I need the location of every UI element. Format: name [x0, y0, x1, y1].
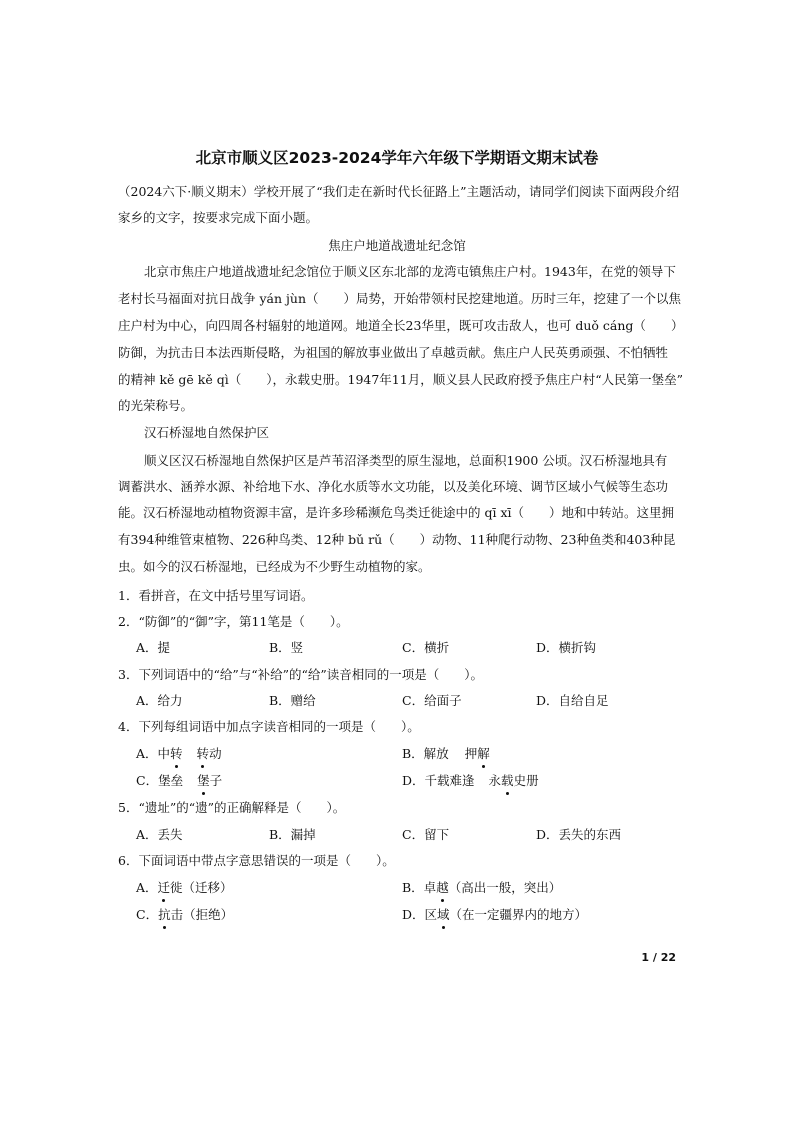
option-text: （高出一般，突出）: [448, 880, 562, 895]
q3-option-c[interactable]: C．给面子: [402, 693, 462, 708]
option-text: 垒: [170, 773, 184, 788]
q4-option-d[interactable]: [402, 771, 539, 789]
q4-option-c[interactable]: [136, 771, 222, 789]
q2-option-a[interactable]: A．提: [136, 640, 171, 655]
page-title: 北京市顺义区2023-2024学年六年级下学期语文期末试卷: [195, 149, 599, 167]
q3-option-d[interactable]: D．自给自足: [536, 693, 609, 708]
dotted-char: 载: [501, 773, 514, 788]
option-text: （在一定疆界内的地方）: [449, 907, 588, 922]
q4-option-a[interactable]: [136, 744, 222, 762]
q6-option-c[interactable]: [136, 905, 233, 923]
q4-option-b[interactable]: [402, 744, 490, 762]
q2-option-b[interactable]: B．竖: [269, 640, 304, 655]
option-text: 动: [209, 746, 222, 761]
q6-option-a[interactable]: [136, 878, 233, 896]
passage2-heading: 汉石桥湿地自然保护区: [144, 425, 270, 440]
passage2-line: 虫。如今的汉石桥湿地，已经成为不少野生动植物的家。: [118, 559, 431, 574]
dotted-char: 堡: [197, 773, 210, 788]
passage2-line: 调蓄洪水、涵养水源、补给地下水、净化水质等水文功能，以及美化环境、调节区域小气候等生态功: [118, 479, 669, 494]
dotted-char: 转: [196, 746, 210, 761]
question-4: 4．下列每组词语中加点字读音相同的一项是（ ）。: [118, 719, 420, 734]
question-2: 2．“防御”的“御”字，第11笔是（ ）。: [118, 614, 349, 629]
q2-option-c[interactable]: C．横折: [402, 640, 450, 655]
option-text: B．卓: [402, 880, 437, 895]
option-text: D．区: [402, 907, 438, 922]
option-text: 击（拒绝）: [170, 907, 234, 922]
passage2-line: 有394种维管束植物、226种鸟类、12种 bǔ rǔ（ ）动物、11种爬行动物、23种鱼类和403种昆: [118, 532, 676, 547]
intro-line-1: （2024六下·顺义期末）学校开展了“我们走在新时代长征路上”主题活动，请同学们阅读下面两段介绍: [118, 184, 680, 199]
question-5: 5．“遗址”的“遗”的正确解释是（ ）。: [118, 800, 346, 815]
q6-option-d[interactable]: [402, 905, 587, 923]
option-text: 放: [436, 746, 449, 761]
passage1-line: 的精神 kě gē kě qì（ ），永载史册。1947年11月，顺义县人民政府授予焦庄户村“人民第一堡垒”: [118, 372, 683, 387]
q3-option-a[interactable]: A．给力: [136, 693, 183, 708]
passage1-line: 老村长马福面对抗日战争 yán jùn（ ）局势，开始带领村民挖建地道。历时三年，挖建了一个以焦: [118, 291, 681, 306]
question-1: 1．看拼音，在文中括号里写词语。: [118, 588, 314, 603]
option-text: C．堡: [136, 773, 171, 788]
q3-option-b[interactable]: B．赠给: [269, 693, 316, 708]
passage1-line: 防御，为抗击日本法西斯侵略，为祖国的解放事业做出了卓越贡献。焦庄户人民英勇顽强、不怕牺牲: [118, 345, 669, 360]
option-text: A．: [136, 880, 158, 895]
option-text: 史册: [513, 773, 539, 788]
q5-option-b[interactable]: B．漏掉: [269, 827, 316, 842]
passage2-line: 能。汉石桥湿地动植物资源丰富，是许多珍稀濒危鸟类迁徙途中的 qī xī（ ）地和中转站。这里拥: [118, 505, 674, 520]
passage1-line: 庄户村为中心，向四周各村辐射的地道网。地道全长23华里，既可攻击敌人，也可 duǒ cáng（ ）: [118, 318, 684, 333]
option-text: D．千载难逢: [402, 773, 475, 788]
option-text: 永: [488, 773, 502, 788]
passage1-line: 的光荣称号。: [118, 398, 194, 413]
intro-line-2: 家乡的文字，按要求完成下面小题。: [118, 210, 319, 225]
passage2-line: 顺义区汉石桥湿地自然保护区是芦苇沼泽类型的原生湿地，总面积1900 公顷。汉石桥湿地具有: [144, 453, 668, 468]
option-text: 徙（迁移）: [170, 880, 233, 895]
dotted-char: 转: [170, 746, 183, 761]
q5-option-c[interactable]: C．留下: [402, 827, 450, 842]
option-text: A．中: [136, 746, 171, 761]
dotted-char: 解: [477, 746, 490, 761]
dotted-char: 迁: [157, 880, 171, 895]
dotted-char: 越: [436, 880, 449, 895]
option-text: 押: [464, 746, 478, 761]
option-text: B．解: [402, 746, 437, 761]
q2-option-d[interactable]: D．横折钩: [536, 640, 597, 655]
q5-option-a[interactable]: A．丢失: [136, 827, 183, 842]
option-text: C．: [136, 907, 159, 922]
dotted-char: 域: [437, 907, 450, 922]
q6-option-b[interactable]: [402, 878, 561, 896]
question-3: 3．下列词语中的“给”与“补给”的“给”读音相同的一项是（ ）。: [118, 667, 484, 682]
page-number: 1 / 22: [641, 951, 676, 964]
option-text: 子: [209, 773, 223, 788]
question-6: 6．下面词语中带点字意思错误的一项是（ ）。: [118, 853, 395, 868]
q5-option-d[interactable]: D．丢失的东西: [536, 827, 622, 842]
passage1-line: 北京市焦庄户地道战遗址纪念馆位于顺义区东北部的龙湾屯镇焦庄户村。1943年，在党的领导下: [144, 264, 676, 279]
passage1-heading: 焦庄户地道战遗址纪念馆: [328, 238, 466, 253]
dotted-char: 抗: [158, 907, 171, 922]
